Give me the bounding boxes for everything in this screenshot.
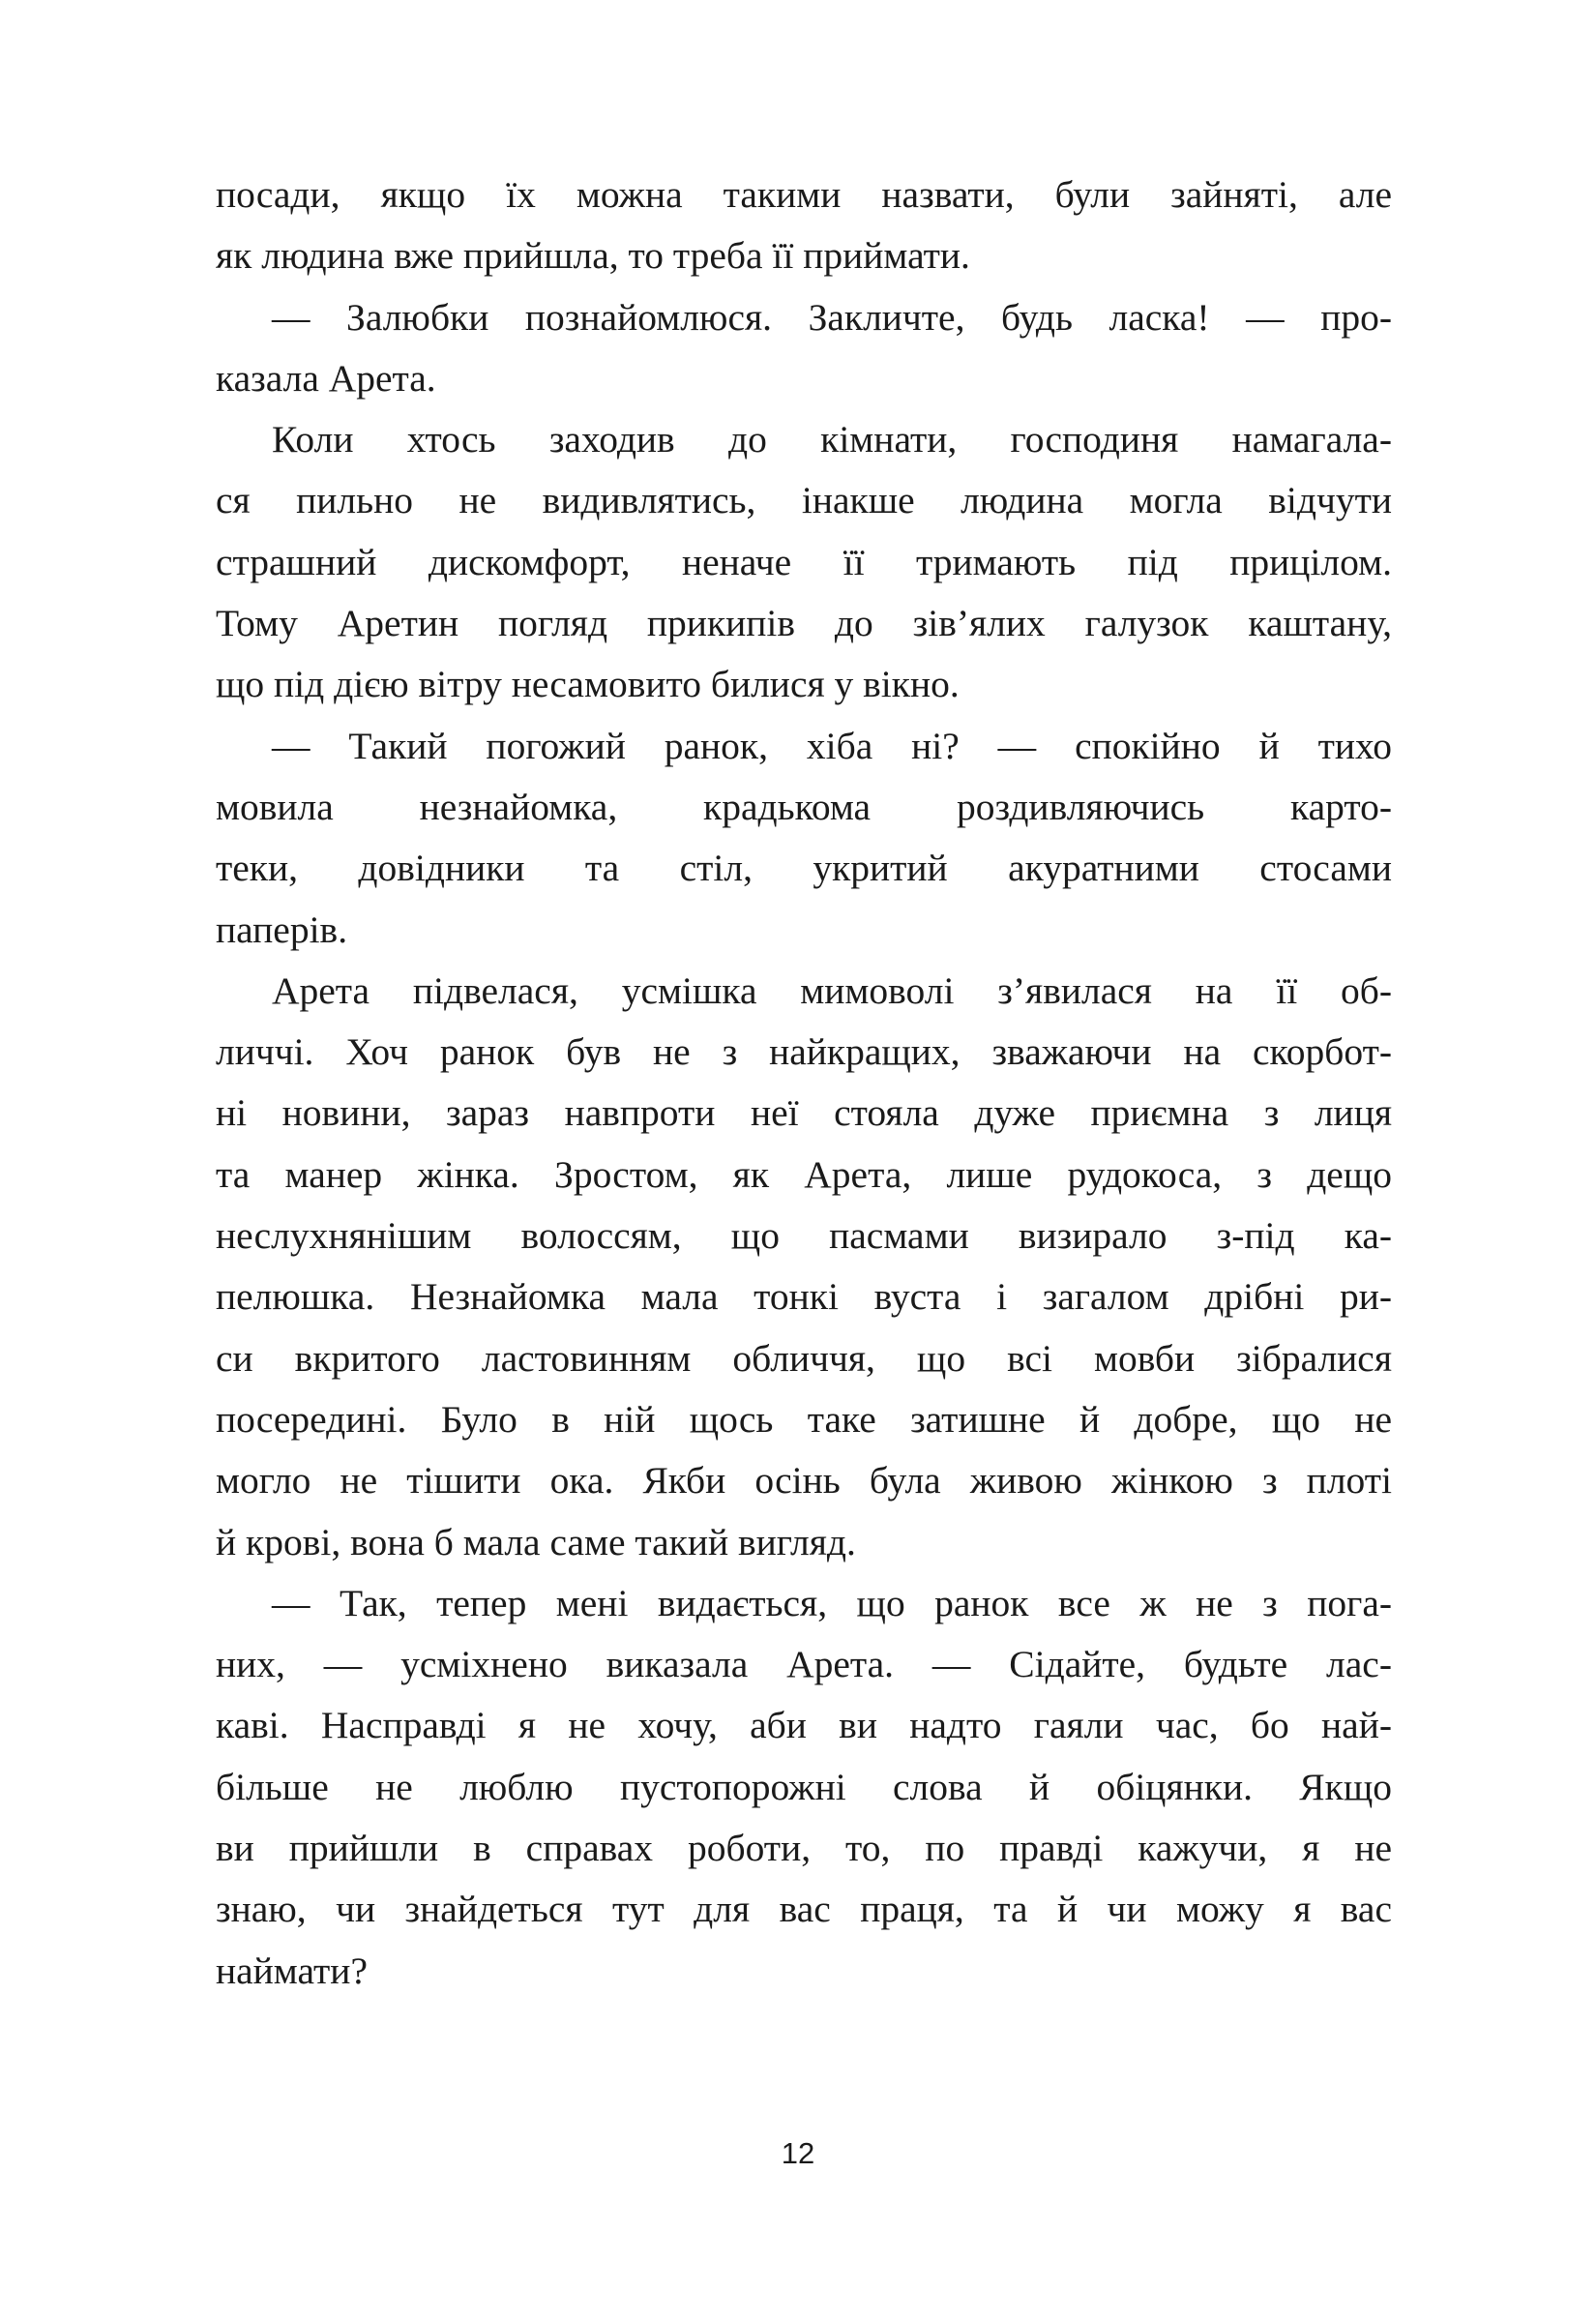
text-line: ся пильно не видивлятись, інакше людина могла відчути bbox=[216, 479, 1392, 522]
text-line: них, — усміхнено виказала Арета. — Сідайте, будьте лас- bbox=[216, 1643, 1392, 1686]
page-number: 12 bbox=[781, 2136, 815, 2170]
text-line: — Так, тепер мені видається, що ранок все ж не з пога- bbox=[272, 1581, 1392, 1624]
text-line: могло не тішити ока. Якби осінь була живою жінкою з плоті bbox=[216, 1459, 1392, 1503]
paragraph bbox=[216, 287, 1392, 410]
text-line: — Залюбки познайомлюся. Закличте, будь ласка! — про- bbox=[272, 295, 1392, 339]
text-line: посередині. Було в ній щось таке затишне й добре, що не bbox=[216, 1397, 1392, 1441]
text-line: страшний дискомфорт, неначе її тримають під прицілом. bbox=[216, 540, 1392, 583]
paragraph bbox=[216, 961, 1392, 1573]
body-text bbox=[216, 164, 1392, 2002]
text-line: паперів. bbox=[216, 908, 348, 951]
text-line: Арета підвелася, усмішка мимоволі з’явилася на її об- bbox=[272, 968, 1392, 1012]
text-line: наймати? bbox=[216, 1949, 368, 1992]
text-line: мовила незнайомка, крадькома роздивляючись карто- bbox=[216, 785, 1392, 828]
text-line: пелюшка. Незнайомка мала тонкі вуста і загалом дрібні ри- bbox=[216, 1275, 1392, 1319]
text-line: каві. Насправді я не хочу, аби ви надто гаяли час, бо най- bbox=[216, 1704, 1392, 1747]
text-line: ні новини, зараз навпроти неї стояла дуже приємна з лиця bbox=[216, 1091, 1392, 1135]
text-line: більше не люблю пустопорожні слова й обіцянки. Якщо bbox=[216, 1765, 1392, 1808]
text-line: — Такий погожий ранок, хіба ні? — спокійно й тихо bbox=[272, 724, 1392, 767]
text-line: си вкритого ластовинням обличчя, що всі мовби зібралися bbox=[216, 1336, 1392, 1380]
text-line: личчі. Хоч ранок був не з найкращих, зважаючи на скорбот- bbox=[216, 1030, 1392, 1074]
paragraph bbox=[216, 409, 1392, 715]
text-line: посади, якщо їх можна такими назвати, були зайняті, але bbox=[216, 173, 1392, 216]
text-line: казала Арета. bbox=[216, 356, 436, 400]
text-line: теки, довідники та стіл, укритий акуратними стосами bbox=[216, 847, 1392, 890]
paragraph bbox=[216, 164, 1392, 287]
paragraph bbox=[216, 716, 1392, 961]
paragraph bbox=[216, 1573, 1392, 2002]
text-line: що під дією вітру несамовито билися у вікно. bbox=[216, 663, 960, 706]
text-line: ви прийшли в справах роботи, то, по правді кажучи, я не bbox=[216, 1827, 1392, 1870]
text-line: як людина вже прийшла, то треба її приймати. bbox=[216, 234, 970, 278]
text-line: неслухнянішим волоссям, що пасмами визирало з-під ка- bbox=[216, 1214, 1392, 1258]
text-line: Коли хтось заходив до кімнати, господиня намагала- bbox=[272, 418, 1392, 461]
text-line: знаю, чи знайдеться тут для вас праця, та й чи можу я вас bbox=[216, 1888, 1392, 1931]
text-line: та манер жінка. Зростом, як Арета, лише рудокоса, з дещо bbox=[216, 1152, 1392, 1196]
text-line: Тому Аретин погляд прикипів до зів’ялих галузок каштану, bbox=[216, 602, 1392, 645]
text-line: й крові, вона б мала саме такий вигляд. bbox=[216, 1520, 856, 1563]
